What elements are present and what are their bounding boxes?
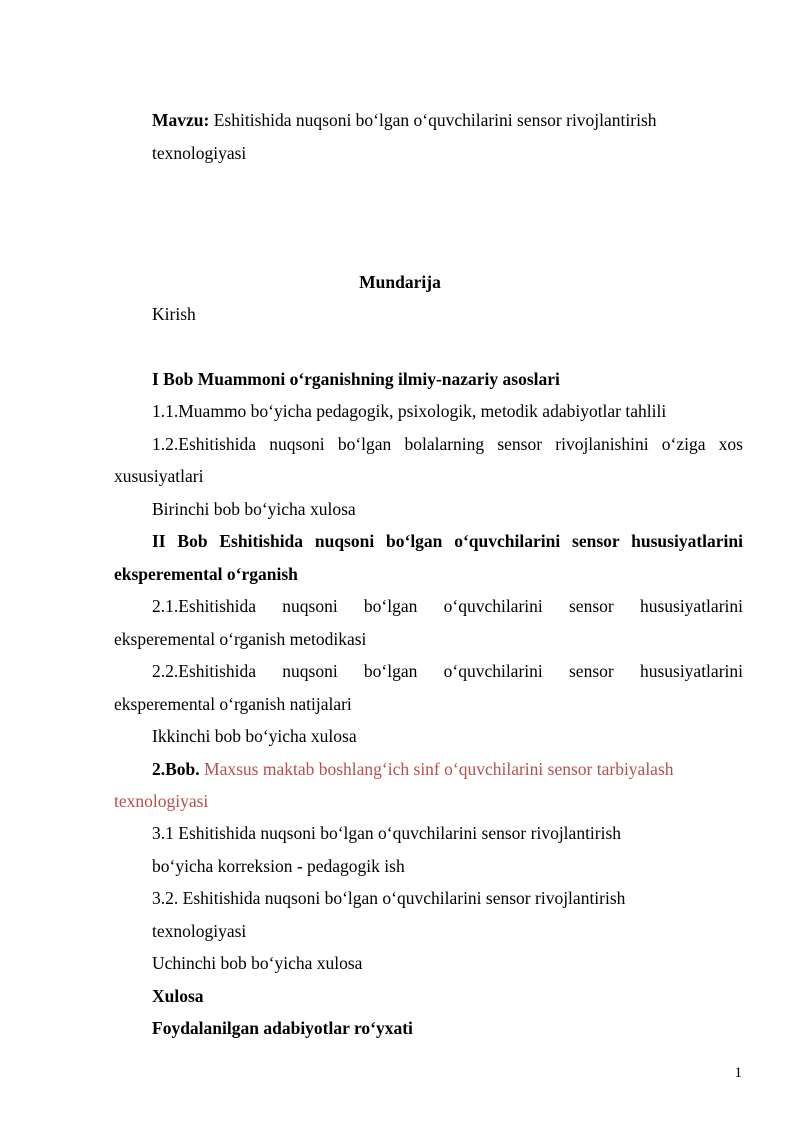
toc-chapter-3-title: Maxsus maktab boshlang‘ich sinf o‘quvchilarini sensor tarbiyalash [199, 759, 674, 779]
toc-section-3-1-line-2: bo‘yicha korreksion - pedagogik ish [152, 856, 405, 876]
topic-label: Mavzu: [152, 110, 210, 130]
topic-line-2: texnologiyasi [152, 143, 247, 163]
toc-section-1-2-line-1: 1.2.Eshitishida nuqsoni bo‘lgan bolalarning sensor rivojlanishini o‘ziga xos [152, 434, 743, 454]
toc-section-2-1-line-1: 2.1.Eshitishida nuqsoni bo‘lgan o‘quvchilarini sensor hususiyatlarini [152, 596, 743, 616]
toc-chapter-1-summary: Birinchi bob bo‘yicha xulosa [152, 499, 356, 519]
toc-section-3-2-line-2: texnologiyasi [152, 921, 247, 941]
toc-chapter-3-title-line-2: texnologiyasi [114, 791, 209, 811]
toc-chapter-1-title: I Bob Muammoni o‘rganishning ilmiy-nazariy asoslari [152, 369, 560, 389]
toc-section-2-1-line-2: eksperemental o‘rganish metodikasi [114, 629, 367, 649]
page-number: 1 [734, 1065, 742, 1081]
toc-intro: Kirish [152, 304, 196, 324]
toc-section-3-1-line-1: 3.1 Eshitishida nuqsoni bo‘lgan o‘quvchilarini sensor rivojlantirish [152, 823, 622, 843]
toc-title: Mundarija [359, 272, 441, 292]
toc-section-1-2-line-2: xususiyatlari [114, 466, 204, 486]
toc-chapter-3-title-line-1 [152, 758, 743, 780]
toc-references: Foydalanilgan adabiyotlar ro‘yxati [152, 1018, 413, 1038]
toc-conclusion: Xulosa [152, 986, 204, 1006]
topic-text: Eshitishida nuqsoni bo‘lgan o‘quvchilarini sensor rivojlantirish [209, 110, 657, 130]
toc-section-1-1: 1.1.Muammo bo‘yicha pedagogik, psixologik, metodik adabiyotlar tahlili [152, 401, 667, 421]
toc-chapter-3-summary: Uchinchi bob bo‘yicha xulosa [152, 953, 363, 973]
toc-section-2-2-line-1: 2.2.Eshitishida nuqsoni bo‘lgan o‘quvchilarini sensor hususiyatlarini [152, 661, 743, 681]
toc-chapter-3-label: 2.Bob. [152, 759, 200, 779]
toc-chapter-2-summary: Ikkinchi bob bo‘yicha xulosa [152, 726, 357, 746]
toc-chapter-2-title-line-2: eksperemental o‘rganish [114, 564, 298, 584]
toc-chapter-2-title-line-1: II Bob Eshitishida nuqsoni bo‘lgan o‘quvchilarini sensor hususiyatlarini [152, 531, 743, 551]
toc-section-2-2-line-2: eksperemental o‘rganish natijalari [114, 694, 352, 714]
toc-section-3-2-line-1: 3.2. Eshitishida nuqsoni bo‘lgan o‘quvchilarini sensor rivojlantirish [152, 888, 626, 908]
topic-line-1 [152, 109, 743, 131]
